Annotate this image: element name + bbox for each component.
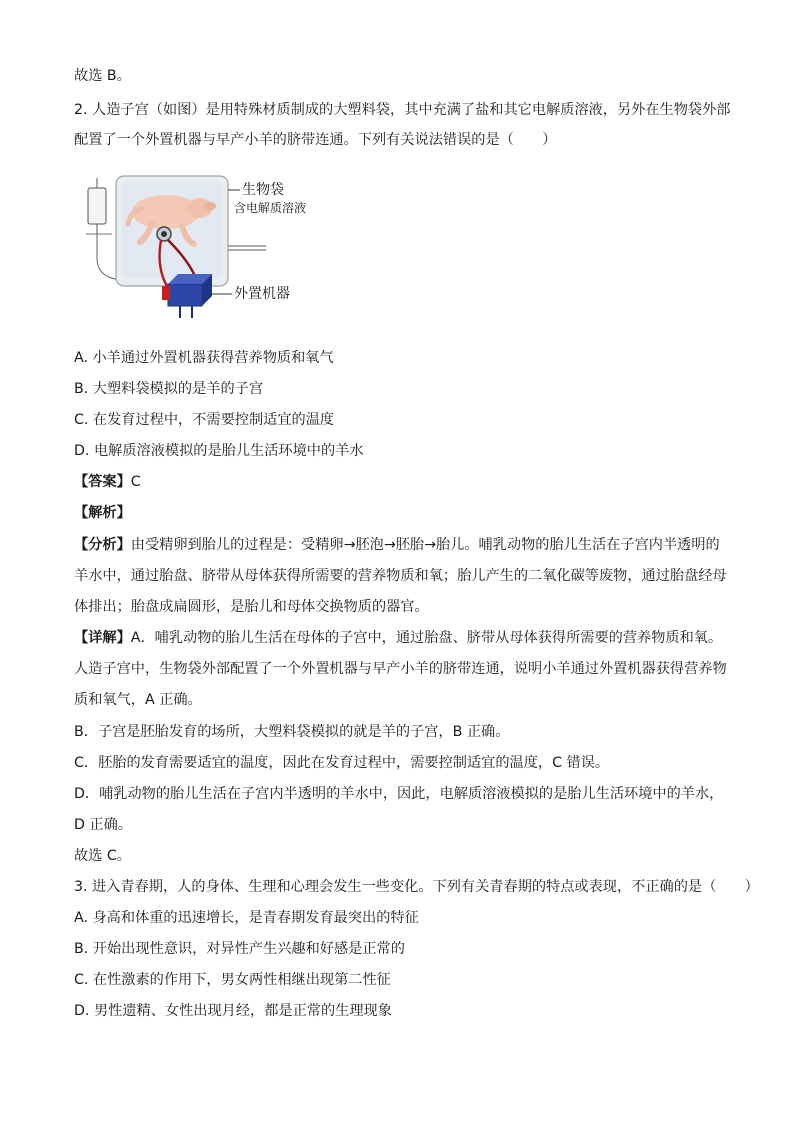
q2-xiangjie-line2: 人造子宫中，生物袋外部配置了一个外置机器与早产小羊的脐带连通，说明小羊通过外置机器获得营养物 [74, 661, 727, 677]
q2-detail-b: B．子宫是胚胎发育的场所，大塑料袋模拟的就是羊的子宫，B 正确。 [74, 724, 510, 740]
external-machine-label: 外置机器 [234, 286, 290, 302]
q2-option-c: C. 在发育过程中，不需要控制适宜的温度 [74, 412, 335, 428]
fenxi-text-1: 由受精卵到胎儿的过程是：受精卵→胚泡→胚胎→胎儿。哺乳动物的胎儿生活在子宫内半透明的 [130, 537, 720, 553]
q3-option-d: D. 男性遗精、女性出现月经，都是正常的生理现象 [74, 1003, 392, 1019]
q2-analysis-tag [74, 503, 131, 523]
electrolyte-solution-label: 含电解质溶液 [234, 201, 307, 215]
q2-option-a: A. 小羊通过外置机器获得营养物质和氧气 [74, 350, 334, 366]
q2-conclusion: 故选 C。 [74, 848, 131, 864]
fenxi-tag: 【分析】 [74, 537, 131, 553]
q2-stem-line2: 配置了一个外置机器与早产小羊的脐带连通。下列有关说法错误的是（ ） [74, 132, 557, 148]
q3-option-a: A. 身高和体重的迅速增长，是青春期发育最突出的特征 [74, 910, 419, 926]
q2-detail-c: C．胚胎的发育需要适宜的温度，因此在发育过程中，需要控制适宜的温度，C 错误。 [74, 755, 610, 771]
analysis-tag: 【解析】 [74, 505, 131, 521]
xiangjie-tag: 【详解】 [74, 630, 131, 646]
q2-option-d: D. 电解质溶液模拟的是胎儿生活环境中的羊水 [74, 443, 364, 459]
q1-conclusion: 故选 B。 [74, 68, 131, 84]
bio-bag-label: 生物袋 [242, 182, 284, 198]
q2-xiangjie-line3: 质和氧气，A 正确。 [74, 692, 202, 708]
answer-tag: 【答案】 [74, 474, 131, 490]
q2-option-b: B. 大塑料袋模拟的是羊的子宫 [74, 381, 264, 397]
q2-fenxi-line2: 羊水中，通过胎盘、脐带从母体获得所需要的营养物质和氧；胎儿产生的二氧化碳等废物，通过胎盘经母 [74, 568, 727, 584]
q2-fenxi-line3: 体排出；胎盘成扁圆形，是胎儿和母体交换物质的器官。 [74, 599, 429, 615]
artificial-womb-figure [82, 168, 312, 326]
q2-detail-d2: D 正确。 [74, 817, 132, 833]
q2-detail-d1: D．哺乳动物的胎儿生活在子宫内半透明的羊水中，因此，电解质溶液模拟的是胎儿生活环境中的羊水， [74, 786, 724, 802]
xiangjie-text-1: A．哺乳动物的胎儿生活在母体的子宫中，通过胎盘、脐带从母体获得所需要的营养物质和氧。 [130, 630, 723, 646]
q2-stem-line1: 2. 人造子宫（如图）是用特殊材质制成的大塑料袋，其中充满了盐和其它电解质溶液，另外在生物袋外部 [74, 102, 731, 118]
q3-option-c: C. 在性激素的作用下，男女两性相继出现第二性征 [74, 972, 391, 988]
q2-xiangjie-line1 [74, 628, 722, 648]
q3-option-b: B. 开始出现性意识，对异性产生兴趣和好感是正常的 [74, 941, 405, 957]
q2-answer [74, 472, 141, 492]
q2-fenxi-line1 [74, 535, 720, 555]
answer-value: C [130, 474, 141, 490]
q3-stem: 3. 进入青春期，人的身体、生理和心理会发生一些变化。下列有关青春期的特点或表现，不正确的是（ ） [74, 879, 759, 895]
